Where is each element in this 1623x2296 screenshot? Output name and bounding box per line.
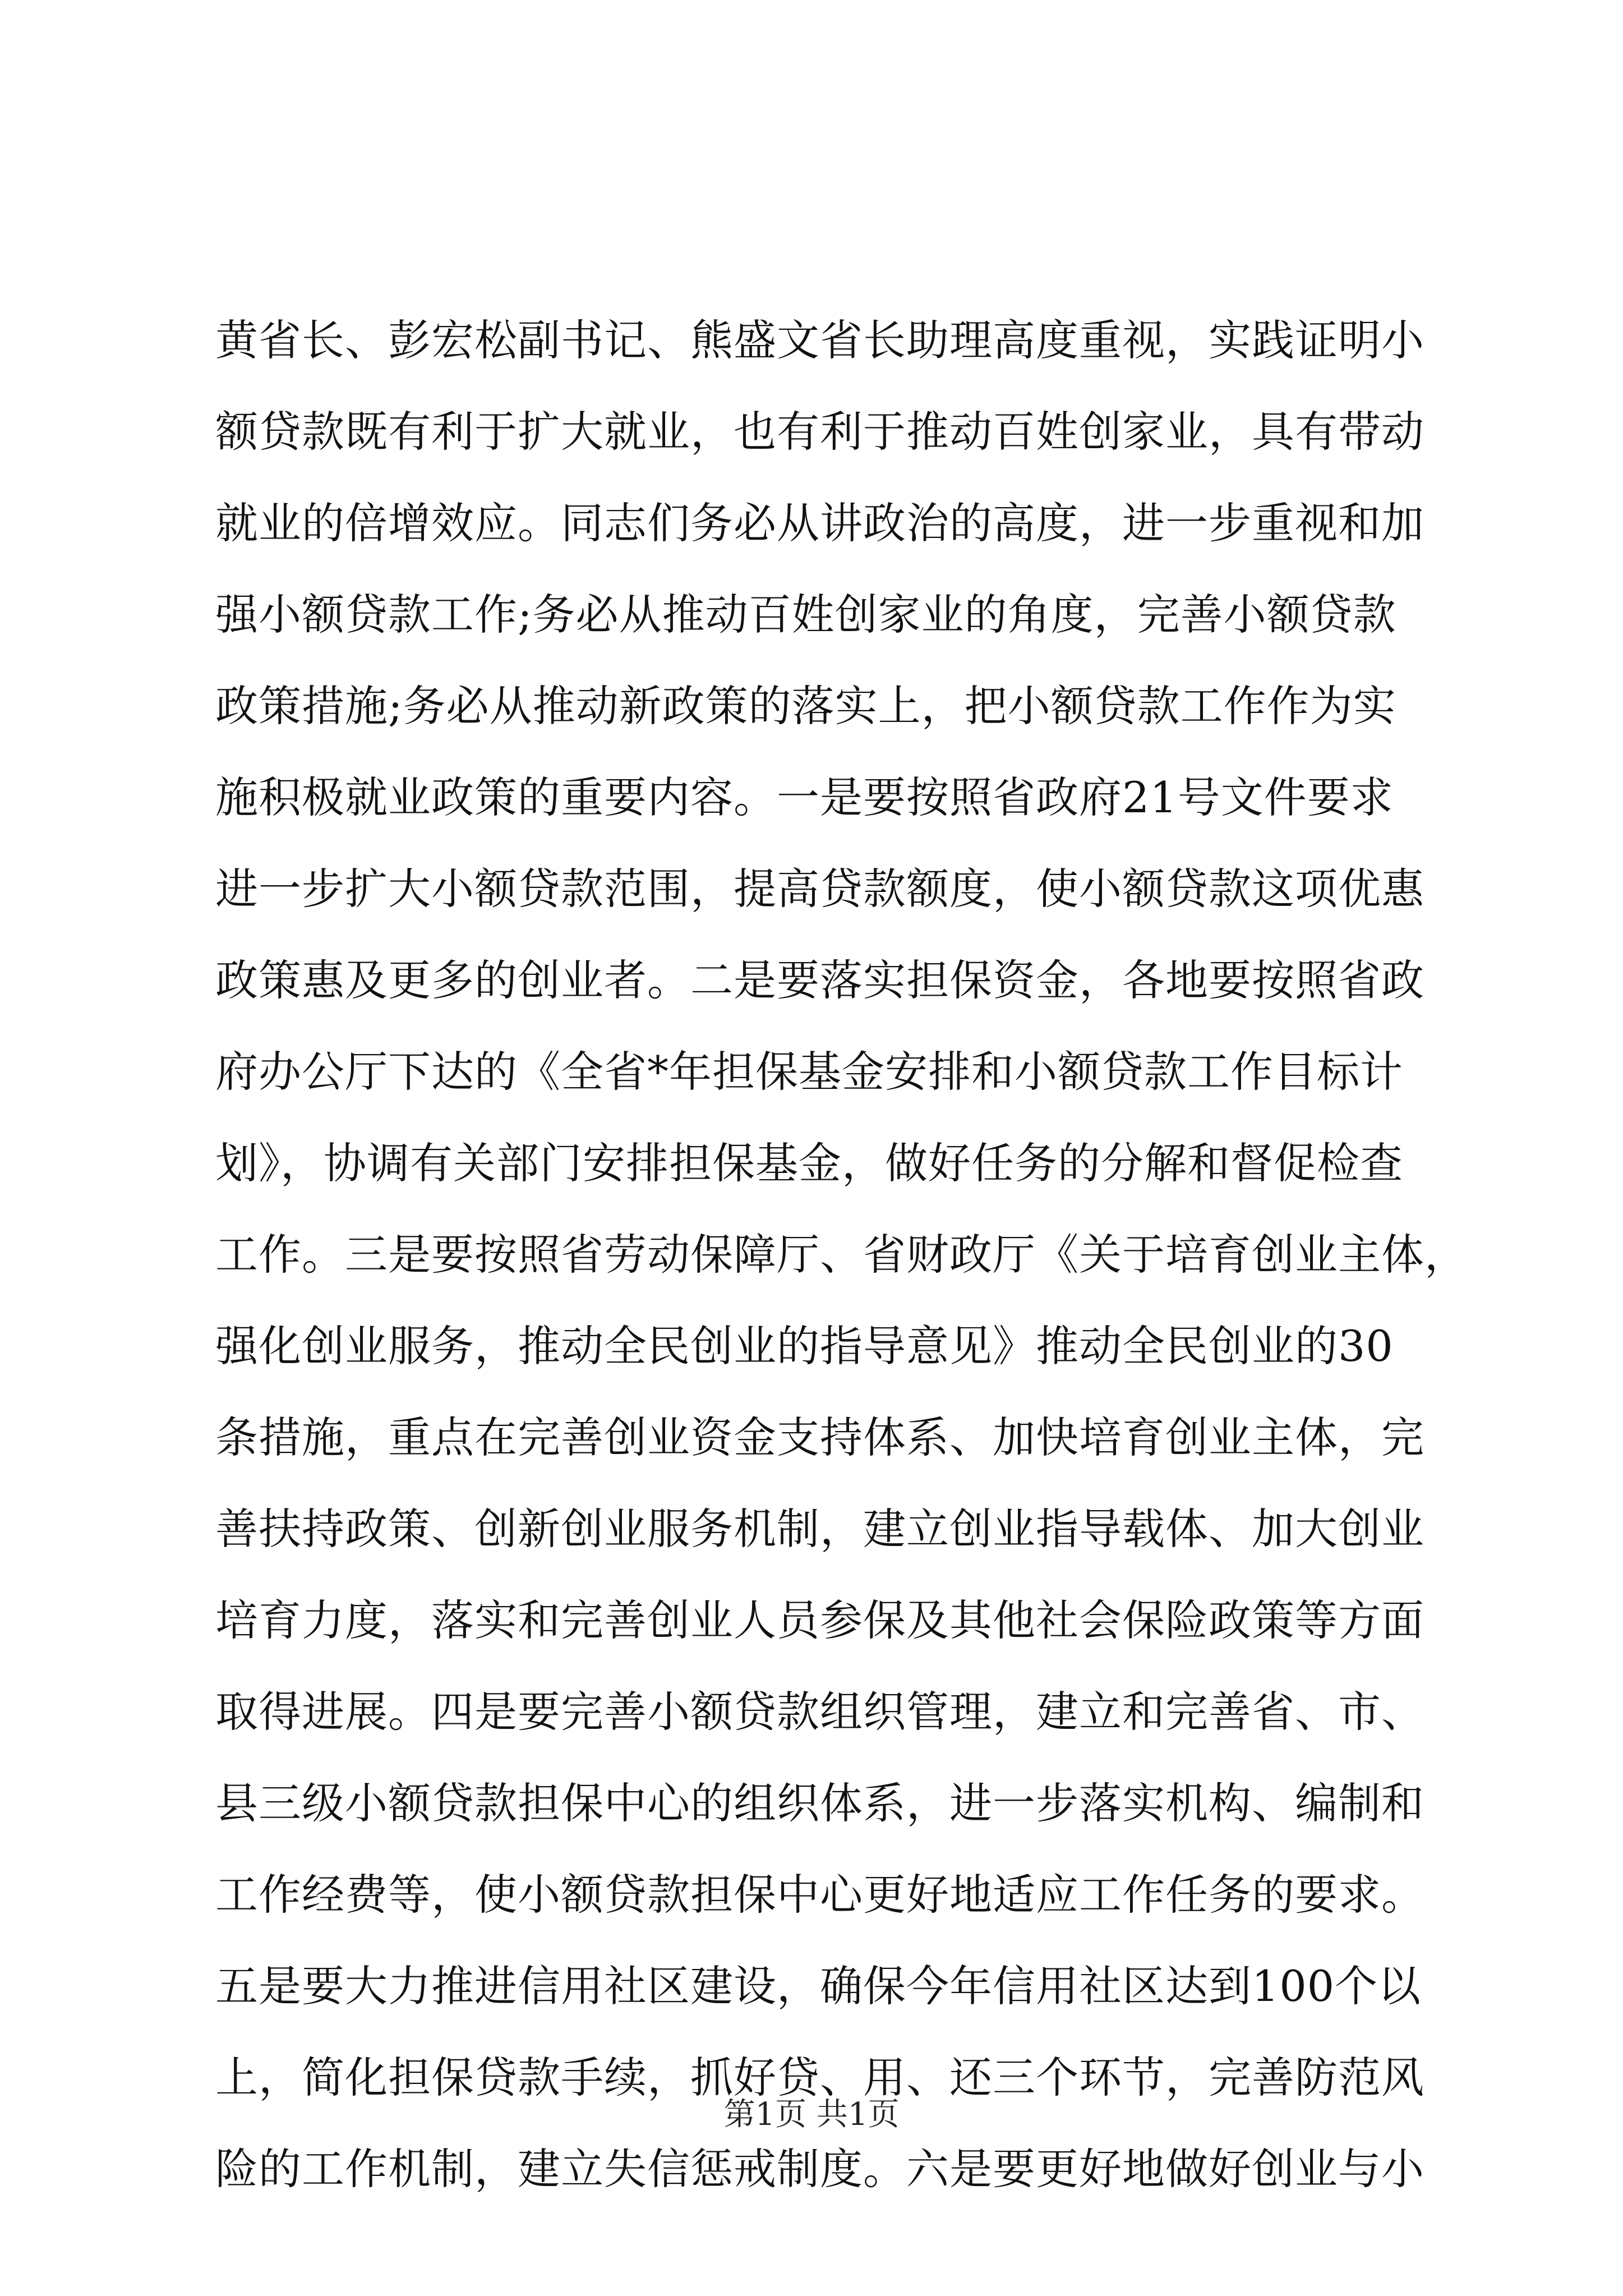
page-footer <box>0 2092 1623 2137</box>
text-line: 划》，协调有关部门安排担保基金，做好任务的分解和督促检查 <box>215 1138 1403 1188</box>
text-line: 工作。三是要按照省劳动保障厅、省财政厅《关于培育创业主体， <box>215 1230 1468 1280</box>
text-line: 政策措施;务必从推动新政策的落实上，把小额贷款工作作为实 <box>215 681 1396 731</box>
text-line: 五是要大力推进信用社区建设，确保今年信用社区达到100个以 <box>215 1961 1422 2011</box>
text-line: 政策惠及更多的创业者。二是要落实担保资金，各地要按照省政 <box>215 955 1424 1005</box>
text-line: 条措施，重点在完善创业资金支持体系、加快培育创业主体，完 <box>215 1412 1424 1462</box>
text-line: 就业的倍增效应。同志们务必从讲政治的高度，进一步重视和加 <box>215 498 1424 548</box>
text-line: 工作经费等，使小额贷款担保中心更好地适应工作任务的要求。 <box>215 1870 1424 1920</box>
text-line: 培育力度，落实和完善创业人员参保及其他社会保险政策等方面 <box>215 1595 1424 1645</box>
text-line: 强化创业服务，推动全民创业的指导意见》推动全民创业的30 <box>215 1321 1394 1371</box>
page-number-label: 第1页 共1页 <box>723 2096 900 2133</box>
text-line: 进一步扩大小额贷款范围，提高贷款额度，使小额贷款这项优惠 <box>215 864 1424 914</box>
text-line: 取得进展。四是要完善小额贷款组织管理，建立和完善省、市、 <box>215 1687 1424 1737</box>
text-line: 上，简化担保贷款手续，抓好贷、用、还三个环节，完善防范风 <box>215 2053 1424 2102</box>
text-line: 善扶持政策、创新创业服务机制，建立创业指导载体、加大创业 <box>215 1504 1424 1554</box>
body-text <box>215 295 1468 2215</box>
text-line: 额贷款既有利于扩大就业，也有利于推动百姓创家业，具有带动 <box>215 407 1424 457</box>
text-line: 强小额贷款工作;务必从推动百姓创家业的角度，完善小额贷款 <box>215 590 1396 639</box>
text-line: 黄省长、彭宏松副书记、熊盛文省长助理高度重视，实践证明小 <box>215 315 1424 365</box>
text-line: 府办公厅下达的《全省*年担保基金安排和小额贷款工作目标计 <box>215 1047 1403 1097</box>
text-line: 施积极就业政策的重要内容。一是要按照省政府21号文件要求 <box>215 772 1394 822</box>
text-line: 县三级小额贷款担保中心的组织体系，进一步落实机构、编制和 <box>215 1778 1424 1828</box>
text-line: 险的工作机制，建立失信惩戒制度。六是要更好地做好创业与小 <box>215 2144 1424 2194</box>
